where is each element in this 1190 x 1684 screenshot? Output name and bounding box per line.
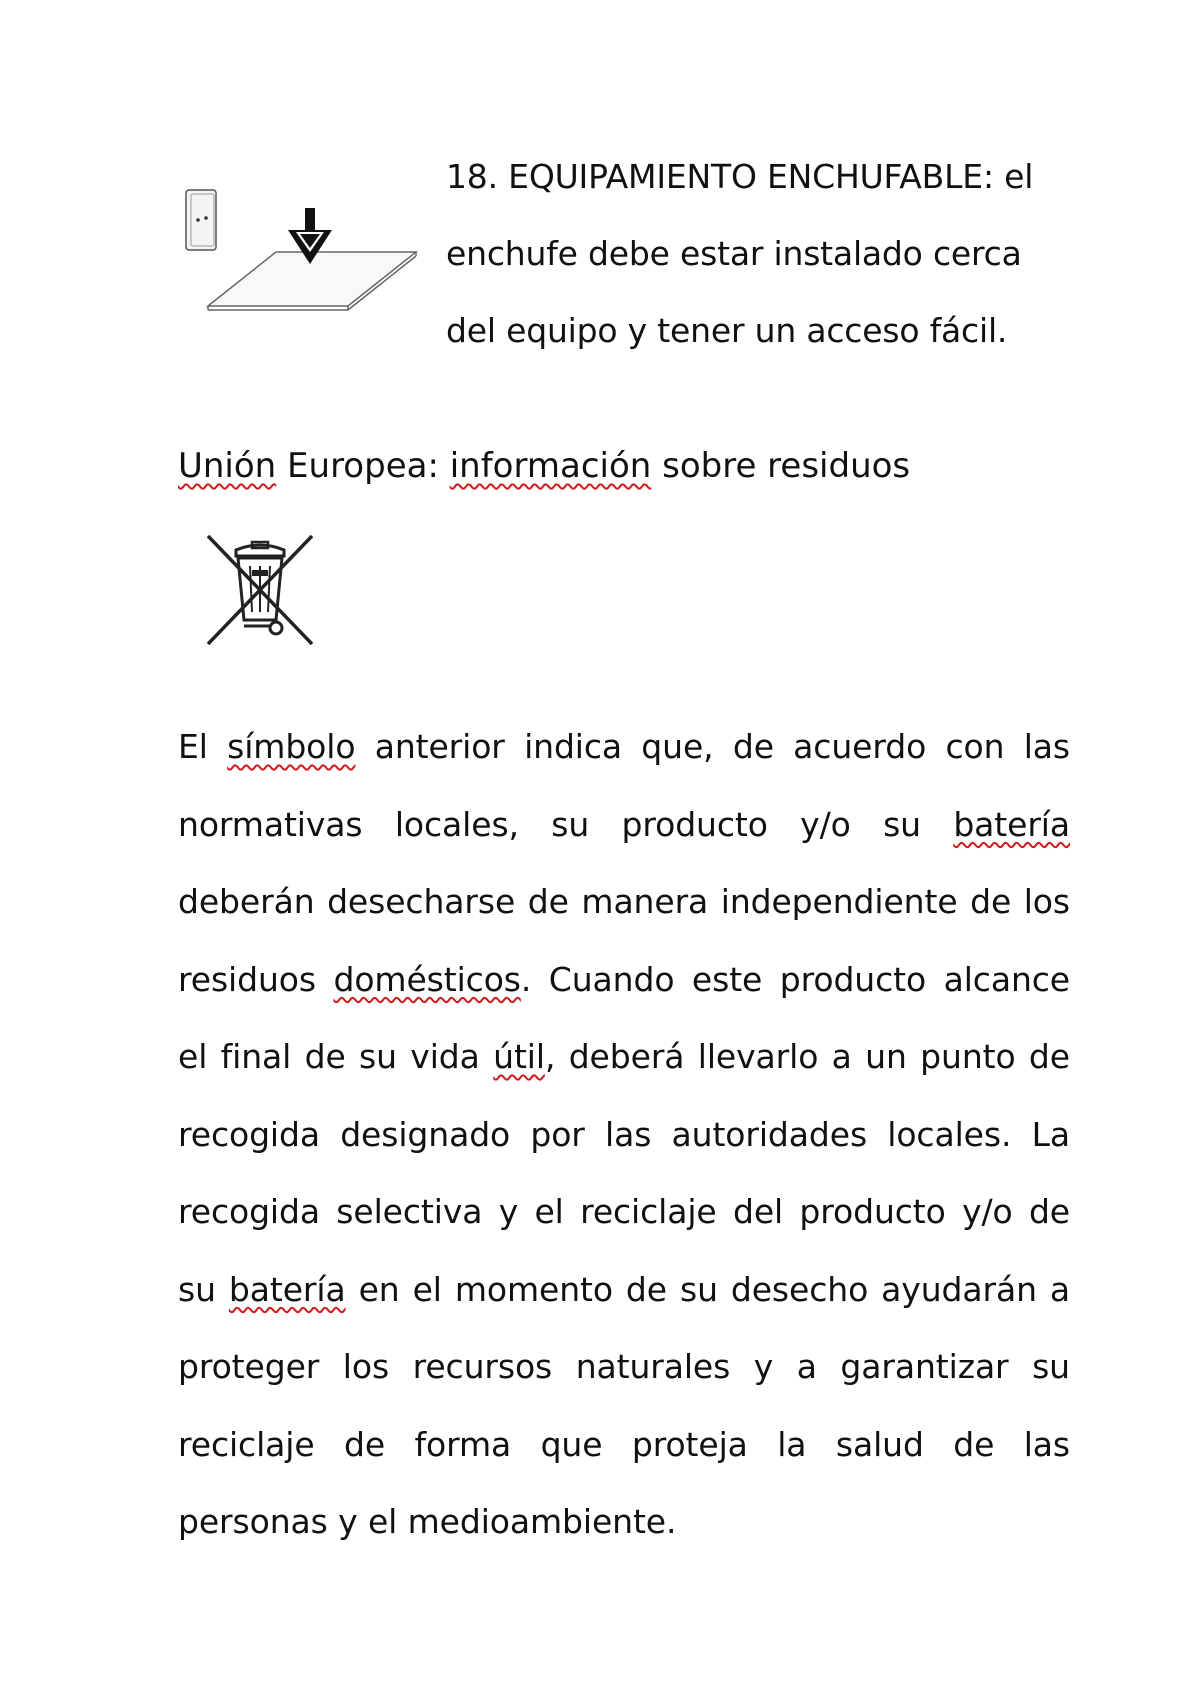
spellcheck-word-union: Unión: [178, 446, 277, 486]
crossed-out-wheelie-bin-icon: [200, 530, 320, 650]
heading-text-middle: Europea:: [276, 446, 450, 486]
paragraph-part-5: , deberá llevarlo a un punto de recogida designado por las autoridades locales. La recogida selectiva y el reciclaje del producto y/o de su: [178, 1037, 1070, 1309]
heading-text-end: sobre residuos: [651, 446, 911, 486]
spellcheck-word-informacion: información: [449, 446, 652, 486]
pluggable-equipment-section: [178, 138, 1078, 368]
paragraph-part-1: El: [178, 727, 228, 766]
eu-waste-heading: [178, 442, 910, 490]
spellcheck-word-bateria-2: batería: [228, 1269, 346, 1309]
paragraph-part-2: anterior indica que, de acuerdo con las normativas locales, su producto y/o su: [178, 727, 1070, 844]
spellcheck-word-simbolo: símbolo: [227, 727, 356, 766]
paragraph-part-6: en el momento de su desecho ayudarán a proteger los recursos naturales y a garantizar su reciclaje de forma que proteja la salud de las personas y el medioambiente.: [178, 1269, 1070, 1541]
paragraph-part-3: deberán desecharse de manera independiente de los residuos: [178, 882, 1070, 999]
wall-outlet-with-down-arrow-icon: [178, 188, 428, 328]
spellcheck-word-domesticos: domésticos: [333, 959, 521, 999]
waste-disposal-paragraph: [178, 708, 1070, 1561]
spellcheck-word-bateria-1: batería: [953, 804, 1070, 844]
pluggable-equipment-text: 18. EQUIPAMIENTO ENCHUFABLE: el enchufe debe estar instalado cerca del equipo y tener un acceso fácil.: [446, 157, 1034, 350]
spellcheck-word-util: útil: [493, 1037, 545, 1076]
paragraph-part-4: . Cuando este producto alcance el final de su vida: [178, 959, 1071, 1076]
